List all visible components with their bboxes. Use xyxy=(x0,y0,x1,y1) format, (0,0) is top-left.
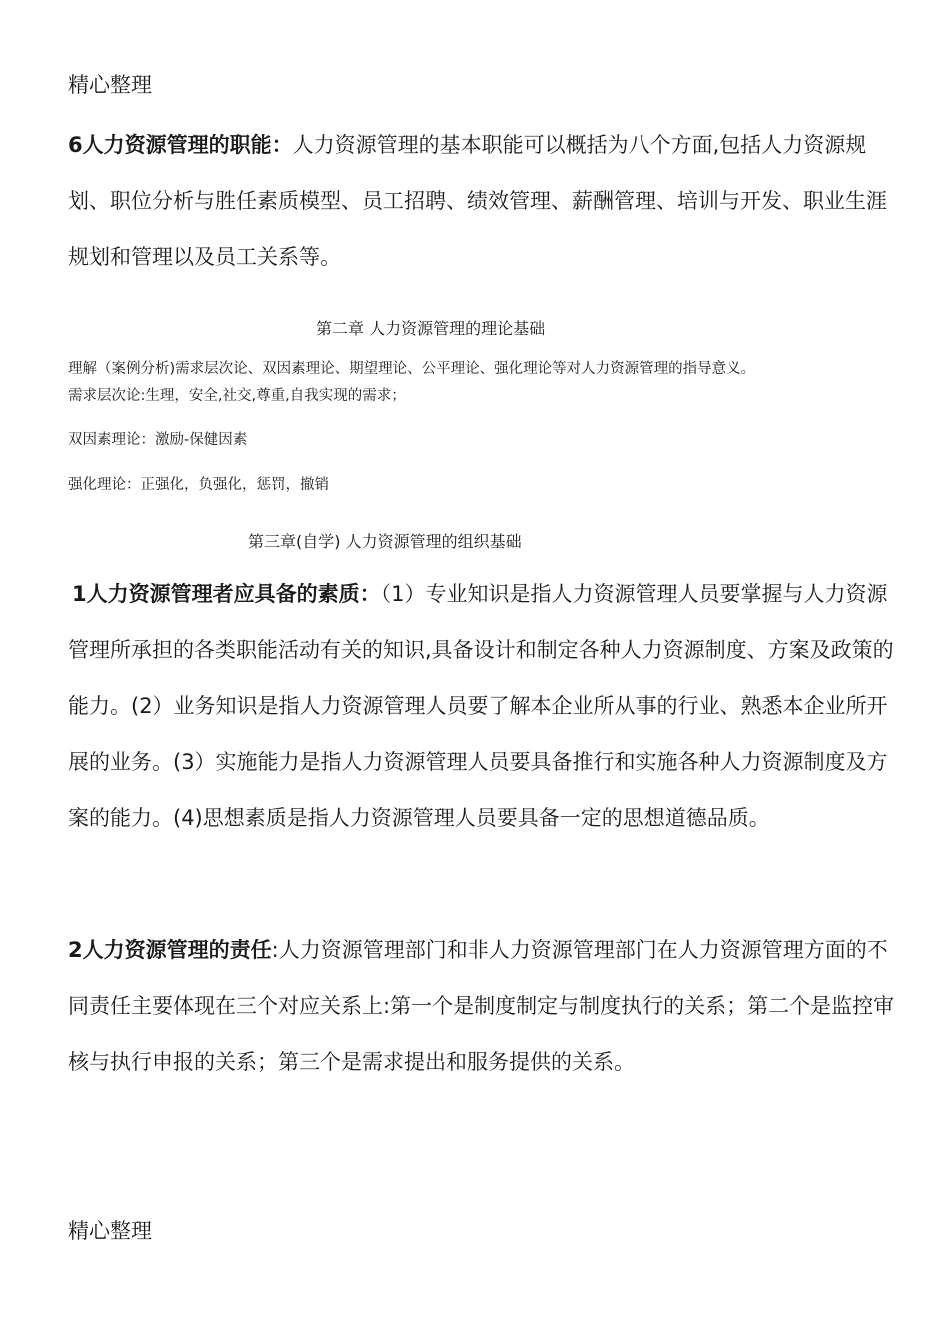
item-2-title: 2人力资源管理的责任 xyxy=(68,938,272,962)
chapter-2-line-1: 理解（案例分析)需求层次论、双因素理论、期望理论、公平理论、强化理论等对人力资源管理的指导意义。 xyxy=(68,361,756,377)
chapter-2-line-4: 强化理论：正强化，负强化，惩罚，撤销 xyxy=(68,477,329,493)
section-6-title: 6人力资源管理的职能： xyxy=(68,133,293,157)
chapter-2-line-2: 需求层次论:生理，安全,社交,尊重,自我实现的需求； xyxy=(68,388,406,404)
page-footer: 精心整理 xyxy=(68,1219,152,1243)
section-6-body: 人力资源管理的基本职能可以概括为八个方面,包括人力资源规划、职位分析与胜任素质模型、员工招聘、绩效管理、薪酬管理、培训与开发、职业生涯规划和管理以及员工关系等。 xyxy=(68,133,887,269)
section-6-paragraph xyxy=(68,117,898,285)
chapter-2-line-3: 双因素理论：激励-保健因素 xyxy=(68,432,248,448)
chapter-3-item-1-paragraph xyxy=(68,566,898,846)
item-1-title: 1人力资源管理者应具备的素质： xyxy=(72,582,381,606)
chapter-3-item-2-paragraph xyxy=(68,922,898,1090)
chapter-3-title: 第三章(自学) 人力资源管理的组织基础 xyxy=(248,532,522,551)
chapter-2-title: 第二章 人力资源管理的理论基础 xyxy=(316,319,546,338)
item-1-body: （1）专业知识是指人力资源管理人员要掌握与人力资源管理所承担的各类职能活动有关的知识,具备设计和制定各种人力资源制度、方案及政策的能力。(2）业务知识是指人力资源管理人员要了解本企业所从事的行业、熟悉本企业所开展的业务。(3）实施能力是指人力资源管理人员要具备推行和实施各种人力资源制度及方案的能力。(4)思想素质是指人力资源管理人员要具备一定的思想道德品质。 xyxy=(68,582,894,830)
item-2-body: :人力资源管理部门和非人力资源管理部门在人力资源管理方面的不同责任主要体现在三个对应关系上:第一个是制度制定与制度执行的关系；第二个是监控审核与执行申报的关系；第三个是需求提出和服务提供的关系。 xyxy=(68,938,895,1074)
page-header: 精心整理 xyxy=(68,73,152,97)
